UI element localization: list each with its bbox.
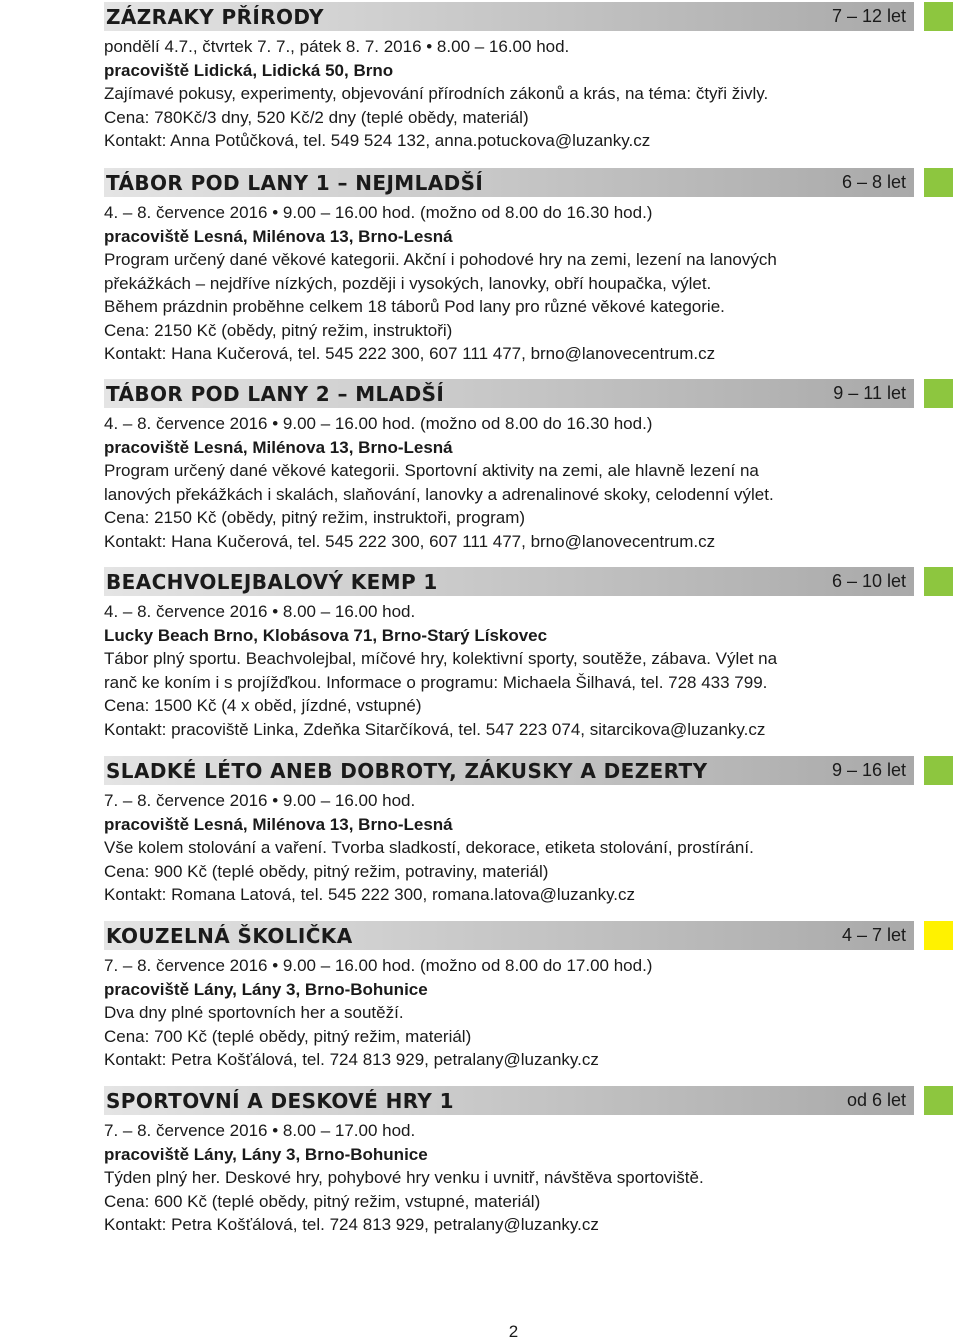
section-details xyxy=(104,954,904,1072)
price-line: Cena: 780Kč/3 dny, 520 Kč/2 dny (teplé obědy, materiál) xyxy=(104,107,529,127)
age-range: 4 – 7 let xyxy=(841,925,906,945)
price-line: Cena: 2150 Kč (obědy, pitný režim, instruktoři) xyxy=(104,320,453,340)
camp-section-zazraky-prirody xyxy=(0,2,960,153)
contact-line: Kontakt: Hana Kučerová, tel. 545 222 300, 607 111 477, brno@lanovecentrum.cz xyxy=(104,344,716,363)
section-title: KOUZELNÁ ŠKOLIČKA xyxy=(106,924,353,948)
section-title: SLADKÉ LÉTO ANEB DOBROTY, ZÁKUSKY A DEZERTY xyxy=(106,759,708,783)
category-marker xyxy=(924,2,953,31)
section-header xyxy=(104,379,914,408)
price-line: Cena: 2150 Kč (obědy, pitný režim, instruktoři, program) xyxy=(104,508,526,527)
camp-section-sportovni-deskove-hry xyxy=(0,1086,960,1237)
location-line: pracoviště Lesná, Milénova 13, Brno-Lesná xyxy=(104,226,453,246)
location-line: pracoviště Lesná, Milénova 13, Brno-Lesná xyxy=(104,437,453,457)
category-marker xyxy=(924,567,953,596)
page-number: 2 xyxy=(508,1322,519,1341)
category-marker xyxy=(924,168,953,197)
section-header xyxy=(104,2,914,31)
contact-line: Kontakt: Petra Košťálová, tel. 724 813 929, petralany@luzanky.cz xyxy=(104,1050,599,1069)
price-line: Cena: 1500 Kč (4 x oběd, jízdné, vstupné) xyxy=(104,696,422,715)
contact-line: Kontakt: Romana Latová, tel. 545 222 300, romana.latova@luzanky.cz xyxy=(104,885,636,904)
section-details xyxy=(104,1119,904,1237)
location-line: pracoviště Lány, Lány 3, Brno-Bohunice xyxy=(104,1144,428,1164)
category-marker xyxy=(924,1086,953,1115)
location-line: pracoviště Lesná, Milénova 13, Brno-Lesná xyxy=(104,814,453,834)
section-header xyxy=(104,168,914,197)
category-marker xyxy=(924,379,953,408)
description-line: Tábor plný sportu. Beachvolejbal, míčové hry, kolektivní sporty, soutěže, zábava. Výlet na xyxy=(104,649,778,668)
camp-section-pod-lany-2 xyxy=(0,379,960,553)
description-line: Dva dny plné sportovních her a soutěží. xyxy=(104,1003,404,1022)
date-line: 4. – 8. července 2016 • 9.00 – 16.00 hod. (možno od 8.00 do 16.30 hod.) xyxy=(104,414,653,433)
section-title: TÁBOR POD LANY 2 – MLADŠÍ xyxy=(106,382,445,406)
section-header xyxy=(104,921,914,950)
section-details xyxy=(104,789,904,907)
contact-line: Kontakt: Hana Kučerová, tel. 545 222 300, 607 111 477, brno@lanovecentrum.cz xyxy=(104,531,716,551)
age-range: 9 – 16 let xyxy=(831,760,906,780)
age-range: 6 – 10 let xyxy=(831,571,906,591)
contact-line: Kontakt: Anna Potůčková, tel. 549 524 132, anna.potuckova@luzanky.cz xyxy=(104,131,651,150)
description-line: Program určený dané věkové kategorii. Akční i pohodové hry na zemi, lezení na lanových xyxy=(104,250,777,269)
category-marker xyxy=(924,756,953,785)
description-line: lanových překážkách i skalách, slaňování, lanovky a adrenalinové skoky, celodenní výlet. xyxy=(104,484,774,504)
age-range: 6 – 8 let xyxy=(841,172,906,192)
camp-section-pod-lany-1 xyxy=(0,168,960,366)
section-details xyxy=(104,201,904,366)
section-title: SPORTOVNÍ A DESKOVÉ HRY 1 xyxy=(106,1089,454,1113)
section-title: BEACHVOLEJBALOVÝ KEMP 1 xyxy=(106,570,438,594)
camp-section-beachvolejbal xyxy=(0,567,960,741)
section-header xyxy=(104,1086,914,1115)
description-line: Týden plný her. Deskové hry, pohybové hry venku i uvnitř, návštěva sportoviště. xyxy=(104,1168,704,1187)
description-line: Program určený dané věkové kategorii. Sportovní aktivity na zemi, ale hlavně lezení na xyxy=(104,461,759,480)
contact-line: Kontakt: Petra Košťálová, tel. 724 813 929, petralany@luzanky.cz xyxy=(104,1215,599,1234)
contact-line: Kontakt: pracoviště Linka, Zdeňka Sitarčíková, tel. 547 223 074, sitarcikova@luzanky.cz xyxy=(104,719,766,739)
camp-section-kouzelna-skolicka xyxy=(0,921,960,1072)
age-range: od 6 let xyxy=(846,1090,906,1110)
section-title: TÁBOR POD LANY 1 – NEJMLADŠÍ xyxy=(106,171,484,195)
price-line: Cena: 600 Kč (teplé obědy, pitný režim, vstupné, materiál) xyxy=(104,1191,541,1211)
location-line: Lucky Beach Brno, Klobásova 71, Brno-Starý Lískovec xyxy=(104,625,548,645)
date-line: 7. – 8. července 2016 • 9.00 – 16.00 hod. xyxy=(104,791,416,810)
date-line: 7. – 8. července 2016 • 8.00 – 17.00 hod. xyxy=(104,1121,416,1140)
description-line: ranč ke koním i s projížďkou. Informace o programu: Michaela Šilhavá, tel. 728 433 799. xyxy=(104,672,768,692)
category-marker xyxy=(924,921,953,950)
section-details xyxy=(104,412,904,553)
description-line: překážkách – nejdříve nízkých, později i vysokých, lanovky, obří houpačka, výlet. xyxy=(104,273,712,293)
section-header xyxy=(104,756,914,785)
description-line: Vše kolem stolování a vaření. Tvorba sladkostí, dekorace, etiketa stolování, prostírání. xyxy=(104,838,754,857)
location-line: pracoviště Lány, Lány 3, Brno-Bohunice xyxy=(104,979,428,999)
date-line: 7. – 8. července 2016 • 9.00 – 16.00 hod. (možno od 8.00 do 17.00 hod.) xyxy=(104,956,653,975)
age-range: 7 – 12 let xyxy=(831,6,906,26)
age-range: 9 – 11 let xyxy=(833,383,906,403)
price-line: Cena: 700 Kč (teplé obědy, pitný režim, materiál) xyxy=(104,1026,472,1046)
section-title: ZÁZRAKY PŘÍRODY xyxy=(106,5,324,29)
camp-section-sladke-leto xyxy=(0,756,960,907)
description-line: Během prázdnin proběhne celkem 18 táborů Pod lany pro různé věkové kategorie. xyxy=(104,297,725,316)
section-details xyxy=(104,600,904,741)
description-line: Zajímavé pokusy, experimenty, objevování přírodních zákonů a krás, na téma: čtyři živly. xyxy=(104,84,769,103)
date-line: 4. – 8. července 2016 • 8.00 – 16.00 hod. xyxy=(104,602,416,621)
section-header xyxy=(104,567,914,596)
section-details xyxy=(104,35,904,153)
price-line: Cena: 900 Kč (teplé obědy, pitný režim, potraviny, materiál) xyxy=(104,861,549,881)
date-line: pondělí 4.7., čtvrtek 7. 7., pátek 8. 7. 2016 • 8.00 – 16.00 hod. xyxy=(104,37,570,56)
date-line: 4. – 8. července 2016 • 9.00 – 16.00 hod. (možno od 8.00 do 16.30 hod.) xyxy=(104,203,653,222)
location-line: pracoviště Lidická, Lidická 50, Brno xyxy=(104,60,394,80)
